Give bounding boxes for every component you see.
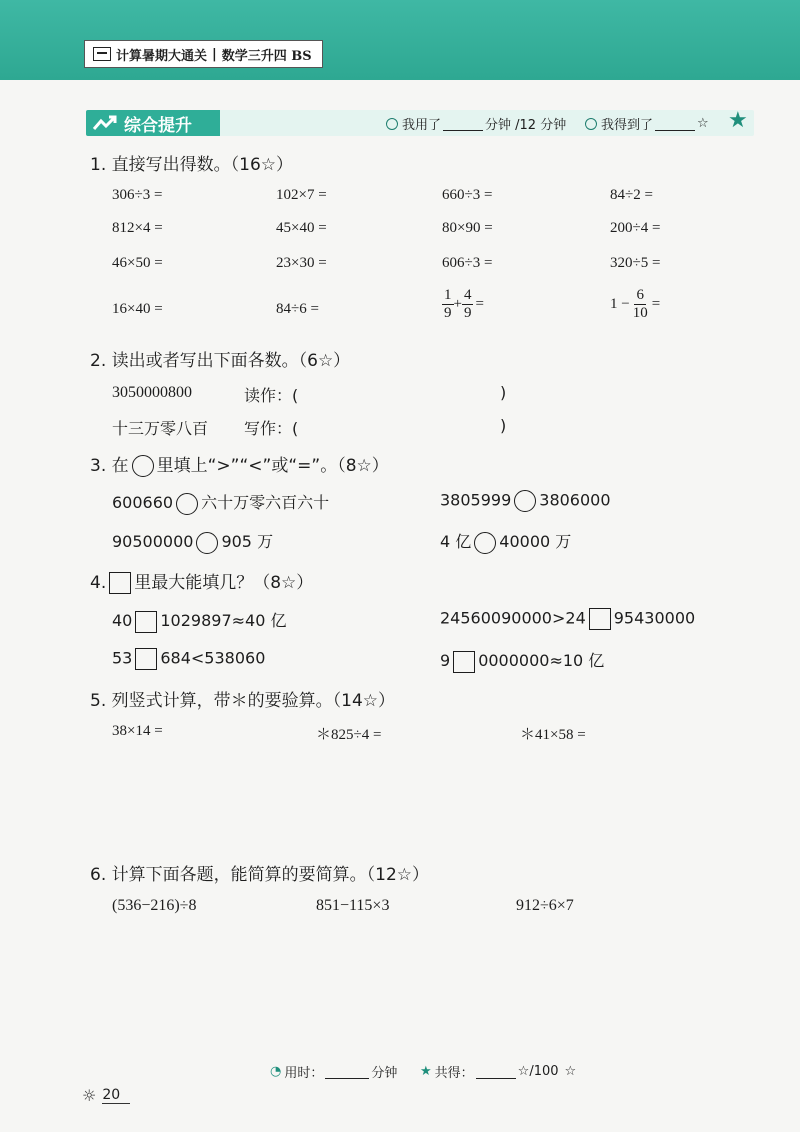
square-blank-icon (109, 572, 131, 594)
score-got-blank[interactable] (655, 117, 695, 131)
book-icon (93, 47, 111, 61)
q3-title-post: 里填上“>”“<”或“=”。（8☆） (156, 456, 389, 476)
q1-item: 46×50 = (112, 255, 163, 271)
q5-item: ＊41×58 = (520, 727, 586, 743)
circle-blank-icon (132, 455, 154, 477)
fill-left: 40 (112, 611, 133, 630)
time-used-prefix: 我用了 (402, 118, 442, 133)
fraction-numerator: 4 (463, 287, 472, 303)
q5-item: ＊825÷4 = (316, 727, 382, 743)
q6-item: 912÷6×7 (516, 897, 574, 914)
footer-score-suffix: ☆/100 (517, 1064, 559, 1079)
time-used (386, 114, 566, 133)
q1-item: 606÷3 = (442, 255, 493, 271)
fraction (462, 287, 474, 322)
q1-title: 1. 直接写出得数。（16☆） (90, 155, 293, 175)
q2-write-label: 写作：( (244, 419, 299, 438)
compare-left: 3805999 (440, 490, 512, 510)
q2-title: 2. 读出或者写出下面各数。（6☆） (90, 351, 351, 371)
q3-item (112, 529, 273, 554)
compare-right: 3806000 (539, 490, 611, 510)
footer-time-blank[interactable] (325, 1065, 369, 1079)
compare-circle[interactable] (514, 490, 536, 512)
footer-score-star: ☆ (564, 1064, 577, 1079)
compare-circle[interactable] (474, 532, 496, 554)
section-title-text: 综合提升 (124, 115, 192, 136)
compare-right: 六十万零六百六十 (201, 493, 330, 512)
q4-item (440, 608, 695, 630)
compare-right: 40000 万 (499, 532, 572, 551)
score-got (585, 114, 709, 133)
whole-minus: 1 − (610, 296, 630, 312)
fraction-denominator: 9 (463, 305, 472, 321)
equals-sign: = (475, 296, 484, 312)
q1-item: 16×40 = (112, 301, 163, 317)
header-separator: | (212, 46, 217, 62)
q1-item: 23×30 = (276, 255, 327, 271)
q4-item (112, 648, 265, 670)
q3-item (440, 490, 611, 512)
footer-time (270, 1062, 397, 1081)
book-header (84, 40, 323, 68)
q1-item: 320÷5 = (610, 255, 661, 271)
q2-read-label: 读作：( (244, 386, 299, 405)
fill-box[interactable] (135, 648, 157, 670)
fraction-denominator: 9 (444, 305, 452, 321)
star-icon: ★ (420, 1064, 432, 1079)
star-decoration-icon: ★ (728, 108, 748, 133)
q2-number-cn: 十三万零八百 (112, 419, 209, 438)
footer-time-unit: 分钟 (371, 1066, 398, 1081)
compare-circle[interactable] (196, 532, 218, 554)
q1-item: 812×4 = (112, 220, 163, 236)
page-number (82, 1086, 130, 1105)
fill-left: 53 (112, 648, 133, 668)
fill-right: 1029897≈40 亿 (160, 611, 287, 630)
q1-item: 200÷4 = (610, 220, 661, 236)
q3-title-pre: 3. 在 (90, 456, 129, 476)
score-got-prefix: 我得到了 (601, 118, 654, 133)
fraction-numerator: 6 (636, 287, 644, 303)
subject-label: 数学三升四 BS (221, 48, 312, 64)
fraction-numerator: 1 (444, 287, 452, 303)
compare-circle[interactable] (176, 493, 198, 515)
trend-up-icon (92, 114, 118, 132)
check-icon (585, 118, 597, 130)
section-title (92, 110, 192, 136)
q6-item: 851−115×3 (316, 897, 390, 914)
q4-title: 4. 里最大能填几？（8☆） (90, 573, 314, 593)
q5-title: 5. 列竖式计算，带＊的要验算。（14☆） (90, 691, 395, 711)
score-got-suffix: ☆ (697, 116, 709, 131)
q6-item: (536−216)÷8 (112, 897, 197, 914)
q1-item: 84÷2 = (610, 187, 653, 203)
q1-item: 84÷6 = (276, 301, 319, 317)
series-title: 计算暑期大通关 (116, 48, 208, 64)
page-number-text: 20 (102, 1087, 130, 1104)
q1-fraction-diff (610, 287, 660, 322)
q1-item: 306÷3 = (112, 187, 163, 203)
q1-item: 102×7 = (276, 187, 327, 203)
q2-write-close: ) (500, 416, 507, 435)
q2-number: 3050000800 (112, 384, 192, 401)
q3-item (440, 529, 571, 554)
q4-item (440, 648, 604, 673)
q1-item: 45×40 = (276, 220, 327, 236)
plus-sign: + (453, 296, 462, 312)
fraction (442, 287, 454, 322)
footer-score (420, 1062, 576, 1081)
q3-title (90, 451, 389, 477)
fill-right: 684<538060 (160, 648, 266, 668)
q1-fraction-sum (442, 287, 484, 322)
equals-sign: = (651, 296, 661, 312)
q4-title-post: 里最大能填几？（8☆） (134, 573, 314, 593)
compare-right: 905 万 (221, 532, 274, 551)
footer-time-label: 用时： (284, 1066, 324, 1081)
time-used-suffix: 分钟 /12 分钟 (485, 118, 567, 133)
compare-left: 4 亿 (440, 532, 472, 551)
clock-icon: ◔ (270, 1064, 282, 1079)
q4-item (112, 608, 286, 633)
compare-left: 90500000 (112, 532, 194, 551)
fill-right: 95430000 (613, 608, 696, 628)
sun-icon: ☼ (82, 1086, 97, 1105)
fill-box[interactable] (453, 651, 475, 673)
fill-box[interactable] (135, 611, 157, 633)
q2-read-close: ) (500, 383, 507, 402)
fraction-denominator: 10 (632, 305, 648, 321)
compare-left: 600660 (112, 493, 174, 512)
time-used-blank[interactable] (443, 117, 483, 131)
q5-item: 38×14 = (112, 723, 163, 739)
footer-score-blank[interactable] (476, 1065, 516, 1079)
fraction (633, 287, 648, 322)
clock-icon (386, 118, 398, 130)
fill-left: 24560090000>24 (440, 608, 586, 628)
fill-left: 9 (440, 651, 451, 670)
q1-item: 660÷3 = (442, 187, 493, 203)
q1-item: 80×90 = (442, 220, 493, 236)
q6-title: 6. 计算下面各题，能简算的要简算。（12☆） (90, 865, 429, 885)
fill-right: 0000000≈10 亿 (478, 651, 605, 670)
fill-box[interactable] (589, 608, 611, 630)
footer-score-label: 共得： (434, 1066, 474, 1081)
q3-item (112, 490, 329, 515)
